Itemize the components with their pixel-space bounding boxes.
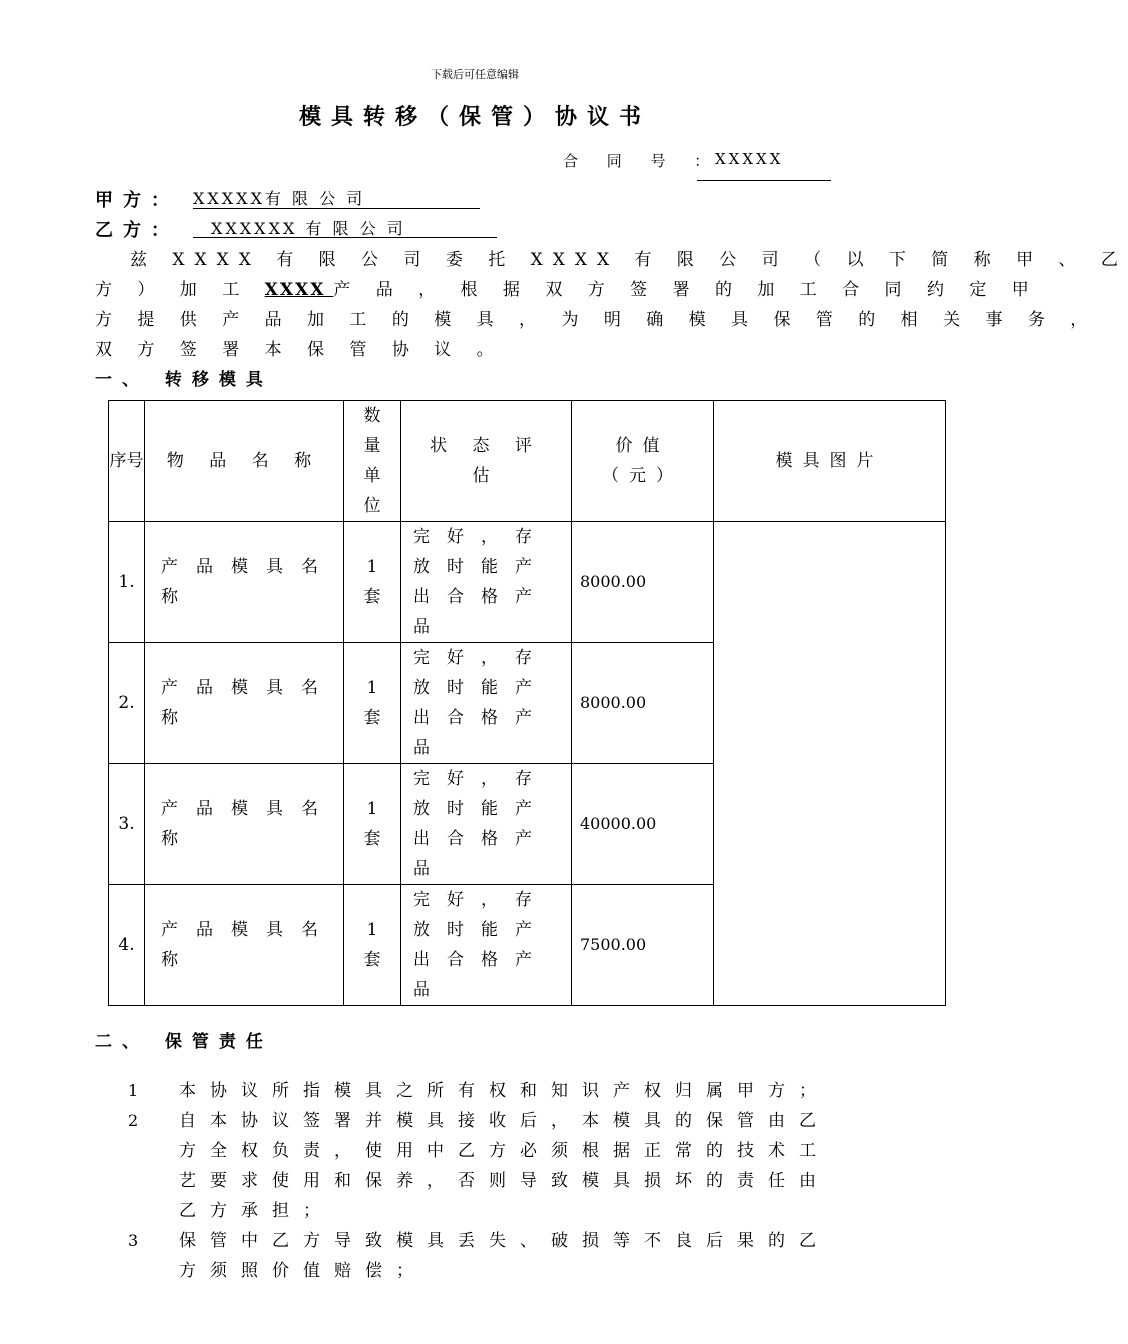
- intro-line-3: 方 提 供 产 品 加 工 的 模 具 ， 为 明 确 模 具 保 管 的 相 关 事 务 ，: [95, 310, 1098, 330]
- row-name: 产品模具名称: [145, 522, 344, 643]
- section-1-heading: 一、 转移模具: [95, 370, 273, 390]
- row-name: 产品模具名称: [145, 643, 344, 764]
- intro-line-2: [95, 275, 1039, 300]
- download-note: 下载后可任意编辑: [431, 68, 519, 81]
- row-name: 产品模具名称: [145, 885, 344, 1006]
- duty-2-number: 2: [128, 1111, 153, 1130]
- header-state: 状 态 评 估: [401, 401, 572, 522]
- row-qty: 1套: [344, 885, 401, 1006]
- party-a-label: 甲方：: [95, 190, 179, 211]
- row-seq: 1.: [109, 522, 145, 643]
- row-state: 完好，存放时能产出合格产品: [401, 764, 572, 885]
- row-state: 完好，存放时能产出合格产品: [401, 885, 572, 1006]
- party-b-value: XXXXXX 有 限 公 司: [193, 216, 497, 238]
- row-value: 8000.00: [572, 522, 714, 643]
- row-seq: 3.: [109, 764, 145, 885]
- row-seq: 2.: [109, 643, 145, 764]
- contract-number-value: XXXXX: [697, 150, 831, 181]
- party-b-label: 乙方：: [95, 220, 179, 241]
- header-image: 模具图片: [714, 401, 946, 522]
- intro-line-4: 双 方 签 署 本 保 管 协 议 。: [95, 340, 504, 360]
- duty-3-number: 3: [128, 1231, 153, 1250]
- row-seq: 4.: [109, 885, 145, 1006]
- intro-line-2-pre: 方 ） 加 工: [95, 280, 265, 300]
- duty-3-text: 保管中乙方导致模具丢失、破损等不良后果的乙方须照价值赔偿；: [179, 1231, 830, 1281]
- mold-table: [108, 400, 946, 1006]
- section-2-heading: 二、 保管责任: [95, 1032, 273, 1052]
- row-qty: 1套: [344, 643, 401, 764]
- row-state: 完好，存放时能产出合格产品: [401, 522, 572, 643]
- table-header-row: [109, 401, 946, 522]
- intro-line-2-post: 产 品 ， 根 据 双 方 签 署 的 加 工 合 同 约 定 甲: [333, 280, 1039, 300]
- row-value: 8000.00: [572, 643, 714, 764]
- row-qty: 1套: [344, 522, 401, 643]
- header-name: 物 品 名 称: [145, 401, 344, 522]
- contract-number-label: 合 同 号 ：: [563, 152, 722, 170]
- row-value: 40000.00: [572, 764, 714, 885]
- duty-1-number: 1: [128, 1081, 153, 1100]
- duty-2-text: 自本协议签署并模具接收后，本模具的保管由乙方全权负责，使用中乙方必须根据正常的技术工艺要求使用和保养，否则导致模具损坏的责任由乙方承担；: [179, 1111, 830, 1221]
- header-qty: 数量单位: [344, 401, 401, 522]
- header-value: 价值（元）: [572, 401, 714, 522]
- document-title: 模具转移（保管）协议书: [298, 105, 651, 130]
- row-state: 完好，存放时能产出合格产品: [401, 643, 572, 764]
- table-row: [109, 522, 946, 643]
- header-seq: 序号: [109, 401, 145, 522]
- party-a-value: XXXXX有 限 公 司: [193, 186, 480, 209]
- row-qty: 1套: [344, 764, 401, 885]
- row-name: 产品模具名称: [145, 764, 344, 885]
- intro-line-1: 兹 XXXX 有 限 公 司 委 托 XXXX 有 限 公 司 （ 以 下 简 称 甲 、 乙: [130, 250, 1128, 270]
- product-code: XXXX: [264, 280, 334, 300]
- mold-image-cell: [714, 522, 946, 1006]
- row-value: 7500.00: [572, 885, 714, 1006]
- duty-1-text: 本协议所指模具之所有权和知识产权归属甲方；: [179, 1081, 830, 1101]
